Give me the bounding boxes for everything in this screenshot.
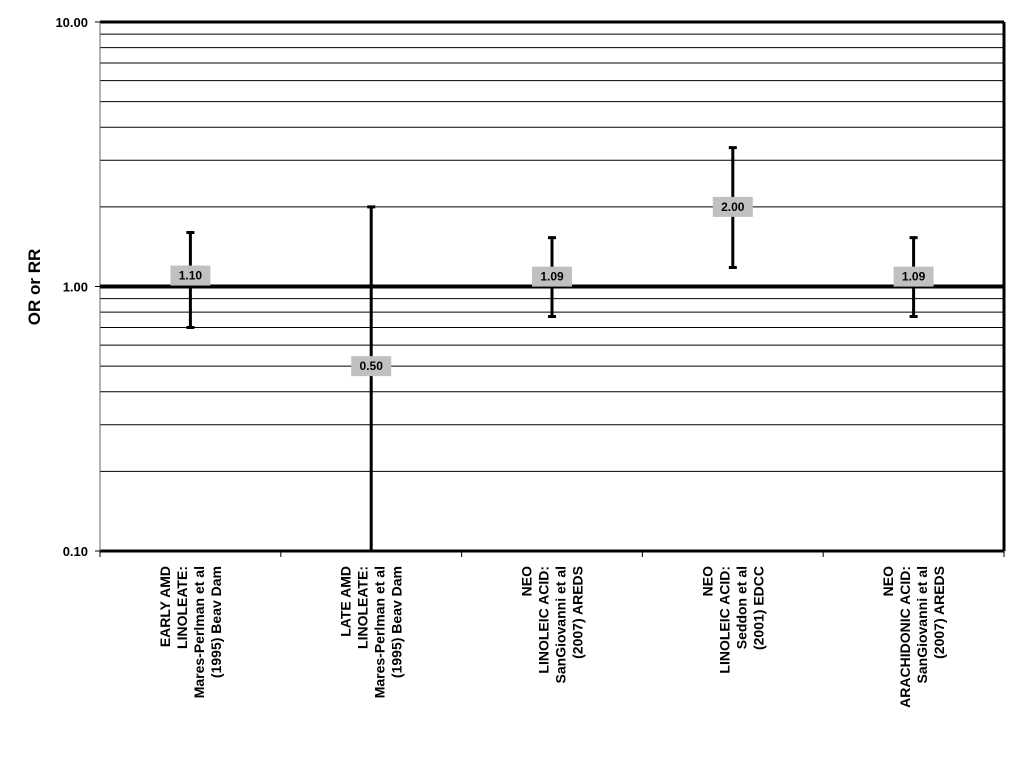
y-tick-label: 0.10 [62,544,88,559]
x-category-label [699,566,766,674]
x-category-line: LINOLEATE: [354,566,371,649]
data-point [351,207,391,551]
x-category-line: Seddon et al [733,566,750,650]
x-category-line: NEO [699,566,716,597]
x-category-label [338,566,405,698]
x-category-line: (2001) EDCC [750,566,767,651]
x-category-line: LINOLEIC ACID: [716,566,733,674]
y-axis-ticks [55,15,100,559]
data-label: 1.09 [901,269,926,284]
x-category-line: LATE AMD [337,566,354,637]
x-category-line: Mares-Perlman et al [371,566,388,699]
x-category-line: NEO [880,566,897,597]
data-label: 1.09 [540,269,564,284]
x-category-line: (1995) Beav Dam [388,566,405,679]
x-category-label [157,566,224,698]
x-category-line: NEO [518,566,535,597]
y-tick-label: 10.00 [55,15,88,30]
data-point [532,238,572,317]
data-point [713,148,753,268]
x-category-line: ARACHIDONIC ACID: [897,566,914,708]
x-category-line: SanGiovanni et al [552,566,569,684]
x-category-line: SanGiovanni et al [914,566,931,684]
data-label: 1.10 [178,268,203,283]
y-tick-label: 1.00 [62,279,88,295]
x-category-line: (2007) AREDS [931,566,948,659]
x-category-label [880,566,947,708]
x-category-line: Mares-Perlman et al [190,566,207,699]
data-point [170,233,210,328]
y-axis-title: OR or RR [25,248,44,326]
x-category-line: EARLY AMD [156,566,173,648]
x-category-line: (2007) AREDS [569,566,586,659]
data-marks [170,148,933,551]
x-category-line: LINOLEATE: [173,566,190,649]
x-category-label [519,566,586,684]
data-label: 0.50 [359,359,383,374]
data-label: 2.00 [721,199,745,214]
x-axis-category-labels [157,566,947,708]
x-category-line: (1995) Beav Dam [207,566,224,679]
x-category-line: LINOLEIC ACID: [535,566,552,674]
data-point [894,238,934,317]
